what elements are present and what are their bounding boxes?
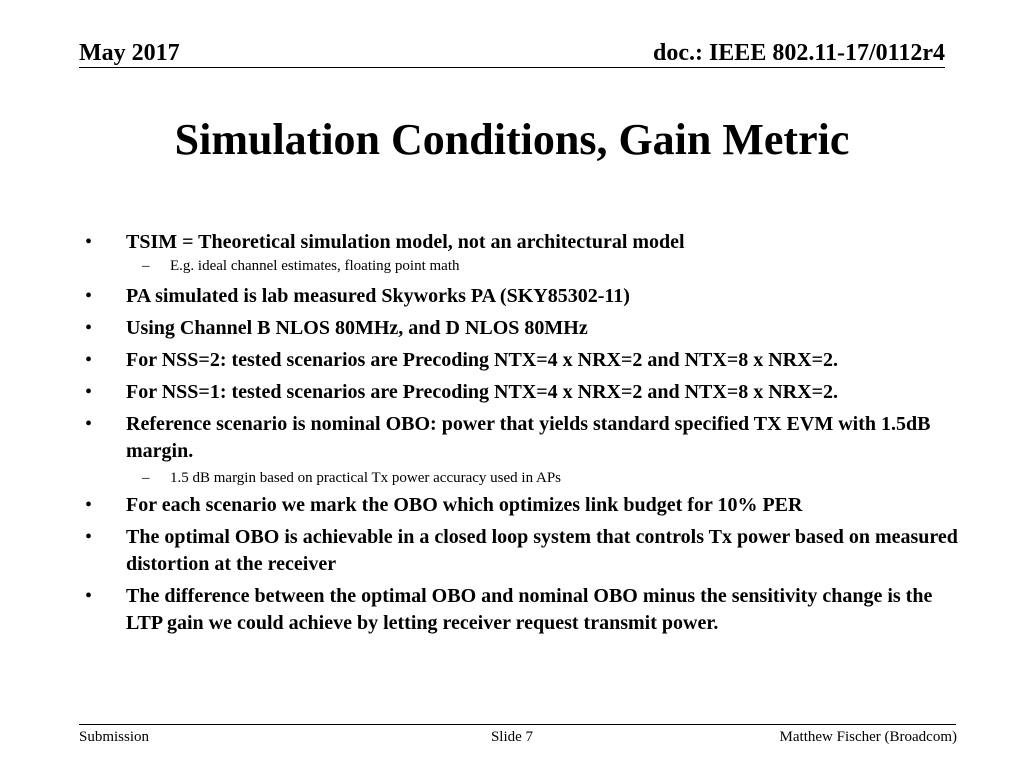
bullet-item (79, 492, 959, 519)
bullet-text: For NSS=1: tested scenarios are Precoding NTX=4 x NRX=2 and NTX=8 x NRX=2. (126, 381, 838, 403)
sub-bullet-marker: – (142, 470, 150, 486)
sub-bullet-item (79, 467, 959, 489)
bullet-text: The optimal OBO is achievable in a closed loop system that controls Tx power based on measured distortion at the receiver (126, 526, 958, 575)
slide-title: Simulation Conditions, Gain Metric (174, 115, 850, 164)
bullet-item (79, 347, 959, 374)
sub-bullet-text: 1.5 dB margin based on practical Tx power accuracy used in APs (170, 470, 562, 486)
bullet-marker: • (85, 381, 93, 403)
bullet-marker: • (85, 285, 93, 307)
header-doc-id: doc.: IEEE 802.11-17/0112r4 (652, 40, 945, 66)
bullet-text: Reference scenario is nominal OBO: power that yields standard specified TX EVM with 1.5dB margin. (126, 413, 931, 462)
footer-author: Matthew Fischer (Broadcom) (779, 729, 957, 745)
sub-bullet-text: E.g. ideal channel estimates, floating point math (170, 258, 460, 274)
header-divider (79, 67, 945, 68)
bullet-item (79, 283, 959, 310)
bullet-marker: • (85, 494, 93, 516)
bullet-item (79, 583, 959, 637)
header-date: May 2017 (79, 40, 180, 66)
bullet-text: TSIM = Theoretical simulation model, not an architectural model (126, 231, 685, 253)
bullet-item (79, 315, 959, 342)
bullet-text: PA simulated is lab measured Skyworks PA (SKY85302-11) (126, 285, 630, 307)
bullet-item (79, 379, 959, 406)
bullet-marker: • (85, 413, 93, 435)
sub-bullet-marker: – (142, 258, 150, 274)
footer-submission: Submission (79, 729, 150, 745)
footer-slide-number: Slide 7 (490, 729, 534, 745)
bullet-item (79, 524, 959, 578)
bullet-marker: • (85, 349, 93, 371)
bullet-marker: • (85, 526, 93, 548)
bullet-list (79, 229, 959, 642)
bullet-marker: • (85, 585, 93, 607)
bullet-item (79, 229, 959, 256)
bullet-text: For NSS=2: tested scenarios are Precoding NTX=4 x NRX=2 and NTX=8 x NRX=2. (126, 349, 838, 371)
footer-divider (79, 724, 956, 725)
bullet-text: Using Channel B NLOS 80MHz, and D NLOS 80MHz (126, 317, 588, 339)
bullet-marker: • (85, 231, 93, 253)
bullet-item (79, 411, 959, 465)
bullet-text: For each scenario we mark the OBO which optimizes link budget for 10% PER (126, 494, 803, 516)
bullet-marker: • (85, 317, 93, 339)
bullet-text: The difference between the optimal OBO and nominal OBO minus the sensitivity change is the LTP gain we could achieve by letting receiver request transmit power. (126, 585, 933, 634)
sub-bullet-item (79, 255, 959, 277)
